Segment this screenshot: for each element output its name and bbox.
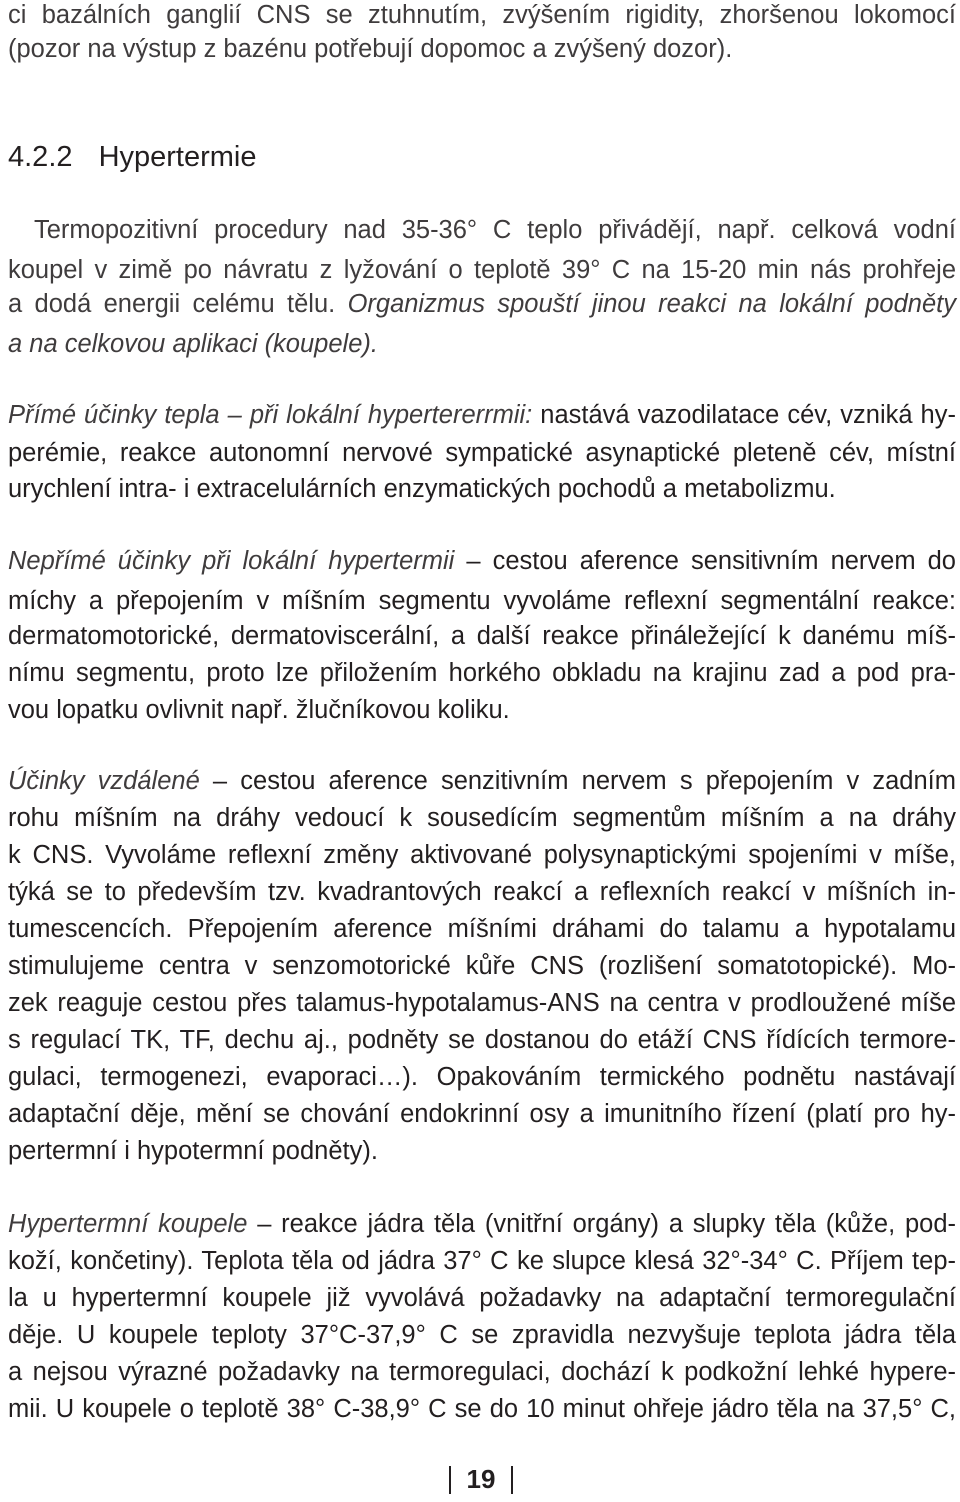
para5-line-6: mii. U koupele o teplotě 38° C-38,9° C se do 10 minut ohřeje jádro těla na 37,5° C, (8, 1395, 956, 1423)
para4-line-7: zek reaguje cestou přes talamus-hypotalamus-ANS na centra v prodloužené míše (8, 989, 956, 1017)
para1-line-3-plain: a dodá energii celému tělu. (8, 290, 336, 318)
section-title: Hypertermie (98, 141, 257, 173)
para1-line-1: Termopozitivní procedury nad 35-36° C teplo přivádějí, např. celková vodní (34, 216, 956, 244)
para3-line-4: nímu segmentu, proto lze přiložením horkého obkladu na krajinu zad a pod pra- (8, 659, 956, 687)
para3-line-2: míchy a přepojením v míšním segmentu vyvoláme reflexní segmentální reakce: (8, 587, 956, 615)
intro-line-1: ci bazálních ganglií CNS se ztuhnutím, zvýšením rigidity, zhoršenou lokomocí (8, 1, 956, 29)
section-heading (8, 140, 257, 174)
para4-line-6: stimulujeme centra v senzomotorické kůře CNS (rozlišení somatotopické). Mo- (8, 952, 956, 980)
para5-line-5: a nejsou výrazné požadavky na termoregulaci, dochází k podkožní lehké hypere- (8, 1358, 956, 1386)
para5-line-1-rest: – reakce jádra těla (vnitřní orgány) a slupky těla (kůže, pod- (257, 1210, 957, 1238)
page-number-right-rule (511, 1466, 513, 1494)
para5-line-4: děje. U koupele teploty 37°C-37,9° C se zpravidla nezvyšuje teplota jádra těla (8, 1321, 956, 1349)
para4-line-10: adaptační děje, mění se chování endokrinní osy a imunitního řízení (platí pro hy- (8, 1100, 956, 1128)
para1-line-2: koupel v zimě po návratu z lyžování o teplotě 39° C na 15-20 min nás prohřeje (8, 256, 956, 284)
para4-line-4: týká se to především tzv. kvadrantových reakcí a reflexních reakcí v míšních in- (8, 878, 956, 906)
para2-line-2: perémie, reakce autonomní nervové sympatické asynaptické pleteně cév, místní (8, 439, 956, 467)
para2-lead: Přímé účinky tepla – při lokální hypertererrmii: (8, 401, 533, 429)
para3-line-3: dermatomotorické, dermatoviscerální, a další reakce přináležející k danému míš- (8, 622, 956, 650)
para4-line-5: tumescencích. Přepojením aference míšními dráhami do talamu a hypotalamu (8, 915, 956, 943)
intro-line-2: (pozor na výstup z bazénu potřebují dopomoc a zvýšený dozor). (8, 35, 733, 63)
para5-lead: Hypertermní koupele (8, 1210, 248, 1238)
para3-line-1 (8, 546, 956, 576)
para5-line-3: la u hypertermní koupele již vyvolává požadavky na adaptační termoregulační (8, 1284, 956, 1312)
para3-lead: Nepřímé účinky při lokální hypertermii (8, 547, 455, 575)
para5-line-1 (8, 1209, 956, 1239)
para1-line-4: a na celkovou aplikaci (koupele). (8, 330, 378, 358)
para2-line-1 (8, 400, 956, 430)
para4-line-11: pertermní i hypotermní podněty). (8, 1137, 378, 1165)
section-number: 4.2.2 (8, 141, 73, 173)
page-number: 19 (466, 1464, 496, 1494)
para5-line-2: koží, končetiny). Teplota těla od jádra 37° C ke slupce klesá 32°-34° C. Příjem tep- (8, 1247, 956, 1275)
para4-line-1 (8, 766, 956, 796)
para4-line-2: rohu míšním na dráhy vedoucí k sousedícím segmentům míšním a na dráhy (8, 804, 956, 832)
para4-line-3: k CNS. Vyvoláme reflexní změny aktivované polysynaptickými spojeními v míše, (8, 841, 956, 869)
para3-line-1-rest: – cestou aference sensitivním nervem do (466, 547, 956, 575)
para1-line-3-italic: Organizmus spouští jinou reakci na lokální podněty (347, 290, 956, 318)
para4-line-9: gulaci, termogenezi, evaporaci…). Opakováním termického podnětu nastávají (8, 1063, 956, 1091)
para2-line-3: urychlení intra- i extracelulárních enzymatických pochodů a metabolizmu. (8, 475, 836, 503)
page-footer (0, 1462, 960, 1502)
para4-lead: Účinky vzdálené (8, 767, 200, 795)
para2-line-1-rest: nastává vazodilatace cév, vzniká hy- (540, 401, 956, 429)
para4-line-1-rest: – cestou aference senzitivním nervem s přepojením v zadním (212, 767, 956, 795)
para4-line-8: s regulací TK, TF, dechu aj., podněty se dostanou do etáží CNS řídících termore- (8, 1026, 956, 1054)
para1-line-3 (8, 289, 956, 319)
para3-line-5: vou lopatku ovlivnit např. žlučníkovou koliku. (8, 696, 510, 724)
